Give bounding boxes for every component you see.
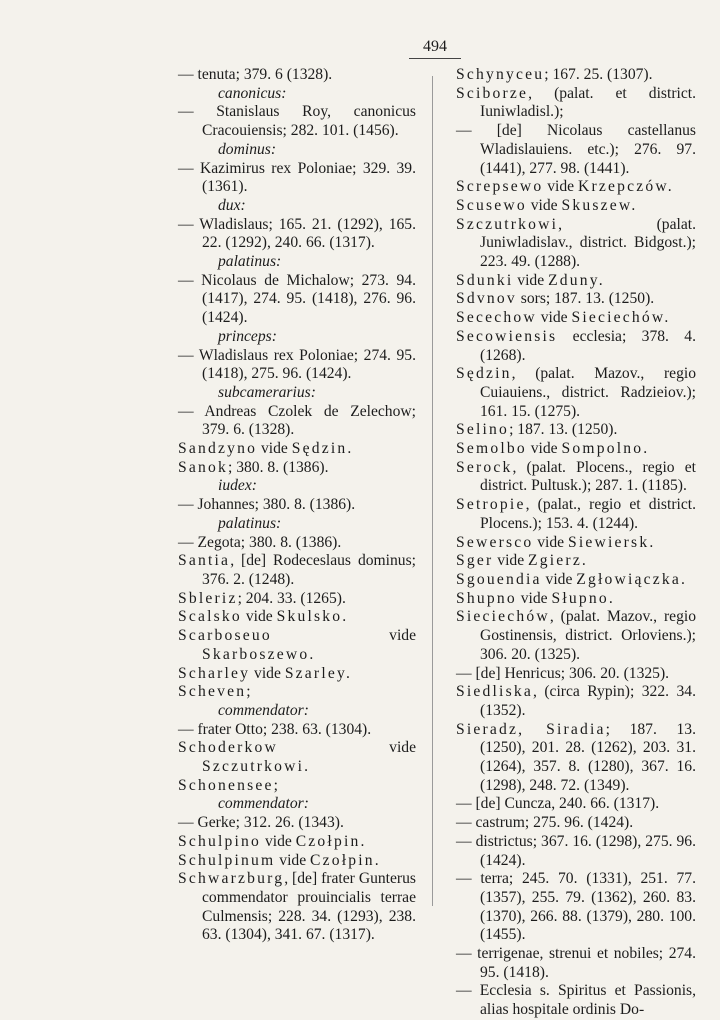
entry-detail: vide [536, 309, 572, 327]
entry-detail: ; [246, 683, 251, 701]
entry-subitem: — terrigenae, strenui et nobiles; 274. 95. (1418). [456, 945, 696, 981]
entry-cross-reference: Skarboszewo. [202, 645, 316, 663]
entry-headword: Sędzin [456, 365, 512, 383]
entry-subitem: — terra; 245. 70. (1331), 251. 77. (1357), 255. 79. (1362), 260. 83. (1370), 266. 88. (1379), 280. 100. (1455). [456, 870, 696, 944]
index-entry [178, 683, 416, 702]
entry-headword: Schulpino [178, 832, 262, 850]
entry-detail: , (palat. Mazov., regio Gostinensis, district. Orloviens.); 306. 20. (1325). [480, 608, 696, 663]
index-entry [178, 608, 416, 627]
entry-detail: ; 167. 25. (1307). [544, 66, 653, 83]
index-entry [456, 328, 696, 365]
entry-detail: vide [513, 271, 549, 289]
entry-cross-reference: Skuszew. [561, 196, 638, 214]
entry-cross-reference: Sieciechów. [571, 309, 671, 327]
entry-headword: Schonensee [178, 776, 274, 794]
index-entry [178, 552, 416, 589]
page-number: 494 [409, 38, 461, 59]
entry-detail: , (palat., regio et district. Plocens.); 153. 4. (1244). [480, 496, 696, 532]
entry-subitem: — Stanislaus Roy, canonicus Cracouiensis; 282. 101. (1456). [178, 103, 416, 140]
entry-subitem: — Johannes; 380. 8. (1386). [178, 496, 356, 514]
index-entry [456, 683, 696, 720]
entry-detail: vide [526, 196, 562, 214]
entry-cross-reference: Sompolno. [561, 440, 650, 458]
entry-cross-reference: Zgierz. [528, 552, 589, 570]
index-entry [456, 721, 696, 796]
index-entry [178, 440, 416, 459]
entry-role-heading: commendator: [218, 795, 309, 813]
index-entry [456, 590, 696, 609]
entry-subitem: — Andreas Czolek de Zelechow; 379. 6. (1328). [178, 402, 416, 439]
entry-headword: Scharley [178, 664, 251, 682]
entry-subitem: — castrum; 275. 96. (1424). [456, 814, 634, 832]
entry-headword: Setropie [456, 496, 526, 514]
entry-subitem: — Zegota; 380. 8. (1386). [178, 533, 342, 551]
column-divider [432, 76, 433, 906]
index-entry [178, 627, 416, 664]
index-entry [456, 216, 696, 272]
entry-detail: , (palat. Mazov., regio Cuiauiens., district. Radzieiov.); 161. 15. (1275). [480, 365, 696, 420]
entry-headword: Secowiensis [456, 327, 558, 345]
entry-detail: vide [493, 552, 529, 570]
index-entry [456, 85, 696, 122]
entry-subitem: — tenuta; 379. 6 (1328). [178, 66, 333, 83]
entry-subitem: — Wladislaus; 165. 21. (1292), 165. 22. (1292), 240. 66. (1317). [178, 215, 416, 252]
index-entry [178, 739, 416, 776]
index-entry [456, 608, 696, 664]
index-entry [456, 421, 696, 440]
index-entry [178, 852, 416, 871]
entry-headword: Siedliska [456, 683, 533, 701]
entry-headword: Sdunki [456, 271, 514, 289]
entry-headword: Scarboseuo [178, 627, 272, 645]
entry-role-heading: subcamerarius: [218, 383, 316, 401]
entry-cross-reference: Szczutrkowi. [202, 758, 311, 776]
entry-detail: ; [273, 776, 278, 794]
entry-cross-reference: Siewiersk. [568, 533, 656, 551]
entry-headword: Scusewo [456, 196, 527, 214]
entry-detail: vide [257, 440, 292, 458]
entry-cross-reference: Czołpin. [310, 851, 381, 869]
entry-detail: , (palat. et district. Iuniwladisl.); [480, 84, 696, 121]
index-entry [178, 870, 416, 945]
index-entry [456, 571, 696, 590]
entry-subitem: — Nicolaus de Michalow; 273. 94. (1417), 274. 95. (1418), 276. 96. (1424). [178, 271, 416, 327]
entry-detail: vide [277, 739, 416, 757]
entry-detail: sors; 187. 13. (1250). [516, 290, 655, 308]
entry-detail: vide [261, 832, 296, 850]
entry-detail: ; 187. 13. (1250), 201. 28. (1262), 203. 31. (1264), 357. 8. (1280), 367. 16. (1298), 248. 72. (1349). [480, 720, 696, 794]
entry-cross-reference: Zduny. [548, 271, 605, 289]
index-entry [178, 590, 416, 609]
entry-detail: , [de] Rodeceslaus dominus; 376. 2. (1248). [202, 552, 416, 588]
index-entry [456, 459, 696, 496]
entry-detail: vide [250, 664, 285, 682]
entry-role-heading: iudex: [218, 477, 257, 495]
entry-subitem: — districtus; 367. 16. (1298), 275. 96. (1424). [456, 832, 696, 869]
index-entry [456, 290, 696, 309]
entry-cross-reference: Szarley. [284, 664, 353, 682]
entry-headword: Sanok [178, 458, 228, 476]
entry-headword: Santia [178, 552, 231, 570]
entry-headword: Secechow [456, 309, 537, 327]
index-entry [456, 534, 696, 553]
entry-headword: Schynyceu [456, 66, 545, 83]
entry-cross-reference: Skulsko. [276, 608, 349, 626]
entry-detail: ecclesia; 378. 4. (1268). [480, 327, 696, 364]
entry-headword: Sieciechów [456, 608, 550, 626]
index-entry [456, 440, 696, 459]
entry-headword: Serock [456, 458, 513, 476]
entry-detail: , [de] frater Gunterus commendator prouincialis terrae Culmensis; 228. 34. (1293), 238. 63. (1304), 341. 67. (1317). [202, 870, 416, 944]
entry-headword: Screpsewo [456, 178, 544, 196]
entry-detail: , (palat. Plocens., regio et district. Pultusk.); 287. 1. (1185). [480, 458, 696, 495]
entry-headword: Schoderkow [178, 739, 278, 757]
entry-headword: Szczutrkowi [456, 215, 559, 233]
index-entry [456, 178, 696, 197]
left-column [178, 66, 416, 945]
entry-detail: vide [241, 608, 277, 626]
index-entry [456, 365, 696, 421]
page-number-container [0, 38, 720, 59]
entry-role-heading: commendator: [218, 701, 309, 719]
entry-detail: ; 380. 8. (1386). [227, 458, 329, 476]
entry-detail: vide [541, 570, 577, 588]
entry-subitem: — Kazimirus rex Poloniae; 329. 39. (1361). [178, 159, 416, 196]
entry-role-heading: dominus: [218, 140, 277, 158]
entry-detail: vide [516, 589, 552, 607]
entry-detail: , (palat. Juniwladislav., district. Bidgost.); 223. 49. (1288). [480, 215, 696, 271]
entry-headword: Schulpinum [178, 851, 276, 869]
entry-subitem: — Ecclesia s. Spiritus et Passionis, alias hospitale ordinis Do- [456, 982, 696, 1019]
entry-cross-reference: Krzepczów. [578, 178, 674, 196]
index-entry [456, 197, 696, 216]
entry-detail: ; 187. 13. (1250). [509, 421, 618, 439]
index-entry [456, 309, 696, 328]
entry-headword: Sbleriz [178, 589, 238, 607]
entry-subitem: — frater Otto; 238. 63. (1304). [178, 720, 372, 738]
entry-detail: vide [275, 851, 311, 869]
entry-headword: Sandzyno [178, 440, 258, 458]
index-entry [456, 552, 696, 571]
entry-headword: Scheven [178, 683, 247, 701]
entry-detail: , (circa Rypin); 322. 34. (1352). [480, 683, 696, 719]
entry-headword: Sieradz, Siradia [456, 720, 606, 738]
index-entry [178, 777, 416, 796]
entry-detail: vide [543, 178, 579, 196]
entry-headword: Sdvnov [456, 290, 517, 308]
entry-cross-reference: Zgłowiączka. [576, 570, 688, 588]
index-entry [456, 66, 696, 85]
entry-headword: Sgouendia [456, 570, 542, 588]
index-entry [178, 833, 416, 852]
entry-cross-reference: Sędzin. [291, 440, 354, 458]
entry-role-heading: dux: [218, 196, 246, 214]
entry-role-heading: canonicus: [218, 84, 287, 102]
entry-subitem: — Gerke; 312. 26. (1343). [178, 814, 344, 832]
entry-headword: Semolbo [456, 440, 527, 458]
entry-role-heading: princeps: [218, 327, 277, 345]
entry-headword: Schwarzburg [178, 870, 285, 888]
entry-cross-reference: Czołpin. [295, 832, 367, 850]
entry-detail: vide [533, 533, 569, 551]
entry-detail: vide [526, 440, 562, 458]
entry-role-heading: palatinus: [218, 253, 282, 271]
entry-headword: Sewersco [456, 533, 534, 551]
entry-detail: ; 204. 33. (1265). [237, 589, 346, 607]
right-column [456, 66, 696, 1020]
entry-headword: Shupno [456, 589, 517, 607]
entry-subitem: — Wladislaus rex Poloniae; 274. 95. (1418), 275. 96. (1424). [178, 346, 416, 383]
entry-detail: vide [271, 627, 416, 645]
entry-headword: Sger [456, 552, 494, 570]
entry-cross-reference: Słupno. [551, 589, 616, 607]
entry-headword: Sciborze [456, 84, 529, 102]
index-entry [456, 496, 696, 533]
index-entry [456, 272, 696, 291]
entry-headword: Selino [456, 421, 510, 439]
entry-subitem: — [de] Henricus; 306. 20. (1325). [456, 664, 670, 682]
entry-role-heading: palatinus: [218, 514, 282, 532]
index-entry [178, 459, 416, 478]
entry-subitem: — [de] Nicolaus castellanus Wladislauiens. etc.); 276. 97. (1441), 277. 98. (1441). [456, 122, 696, 177]
entry-subitem: — [de] Cuncza, 240. 66. (1317). [456, 795, 660, 813]
index-entry [178, 665, 416, 684]
entry-headword: Scalsko [178, 608, 242, 626]
